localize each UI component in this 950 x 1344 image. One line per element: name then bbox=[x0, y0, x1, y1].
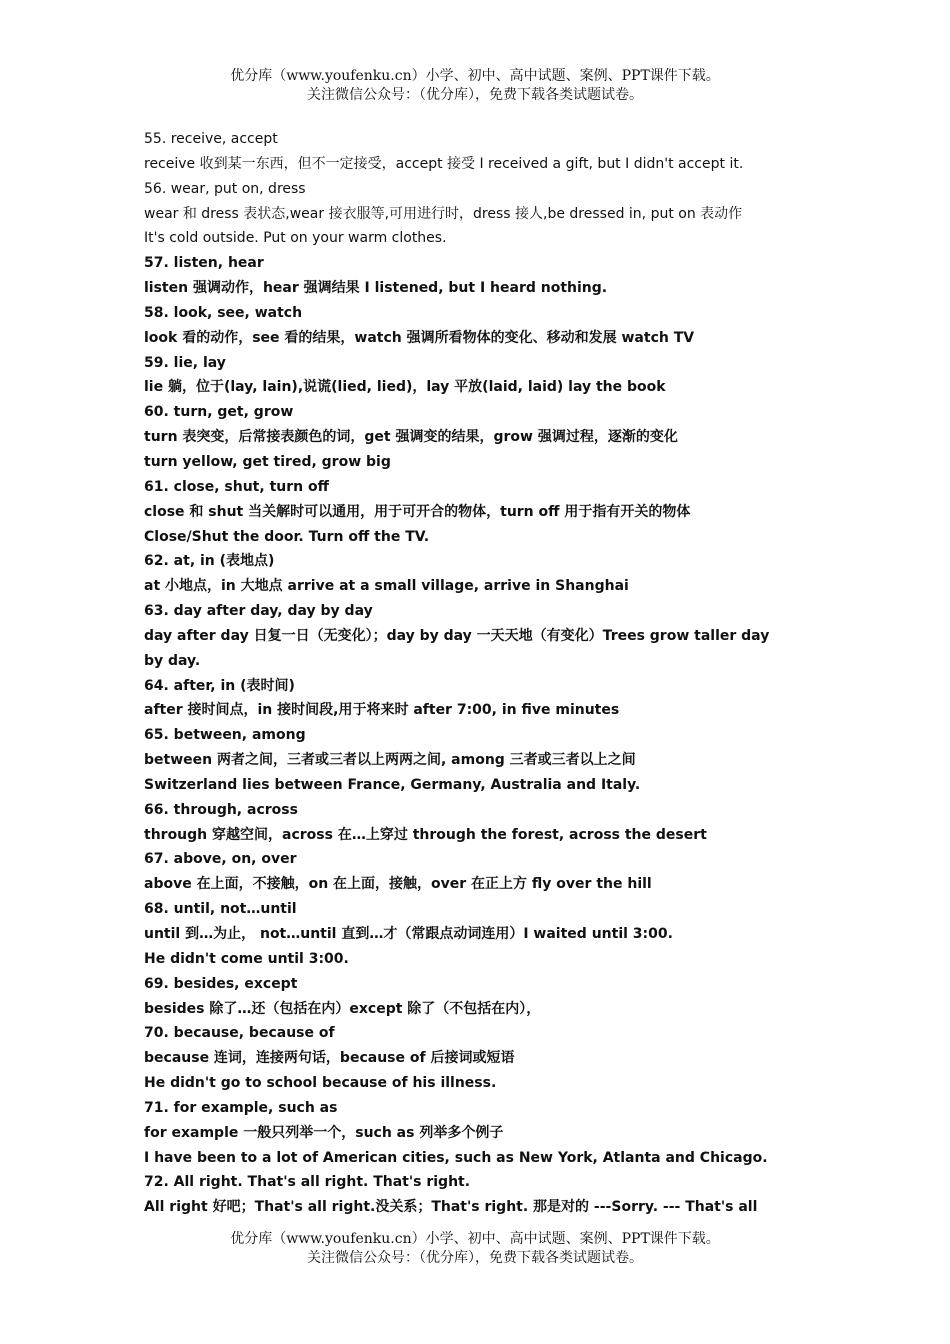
text-line: It's cold outside. Put on your warm clothes. bbox=[144, 230, 447, 247]
text-line: 56. wear, put on, dress bbox=[144, 180, 306, 197]
text-line: He didn't go to school because of his illness. bbox=[144, 1075, 497, 1092]
section-heading: 57. listen, hear bbox=[144, 255, 264, 272]
text-line: All right 好吧；That's all right.没关系；That's right. 那是对的 ---Sorry. --- That's all bbox=[144, 1199, 758, 1216]
section-heading: 69. besides, except bbox=[144, 975, 298, 992]
text-line: besides 除了…还（包括在内）except 除了（不包括在内）， bbox=[144, 1000, 541, 1017]
text-line: Switzerland lies between France, Germany, Australia and Italy. bbox=[144, 776, 641, 793]
text-line: turn 表突变，后常接表颜色的词，get 强调变的结果，grow 强调过程，逐渐的变化 bbox=[144, 429, 678, 446]
section-heading: 72. All right. That's all right. That's right. bbox=[144, 1174, 471, 1191]
text-line: 55. receive, accept bbox=[144, 131, 278, 147]
text-line: listen 强调动作，hear 强调结果 I listened, but I heard nothing. bbox=[144, 280, 608, 297]
header-line-2: 关注微信公众号：（优分库），免费下载各类试题试卷。 bbox=[307, 87, 643, 103]
section-heading: 63. day after day, day by day bbox=[144, 603, 373, 620]
page-footer bbox=[0, 1230, 950, 1268]
text-line: lie 躺，位于(lay, lain),说谎(lied, lied)，lay 平放(laid, laid) lay the book bbox=[144, 379, 666, 396]
text-line: day after day 日复一日（无变化）；day by day 一天天地（有变化）Trees grow taller day bbox=[144, 627, 770, 644]
text-line: look 看的动作，see 看的结果，watch 强调所看物体的变化、移动和发展 watch TV bbox=[144, 329, 695, 346]
text-line: because 连词，连接两句话，because of 后接词或短语 bbox=[144, 1050, 515, 1067]
section-heading: 71. for example, such as bbox=[144, 1099, 338, 1116]
footer-line-2: 关注微信公众号：（优分库），免费下载各类试题试卷。 bbox=[307, 1250, 643, 1266]
text-line: until 到…为止， not…until 直到…才（常跟点动词连用）I waited until 3:00. bbox=[144, 926, 673, 942]
section-heading: 60. turn, get, grow bbox=[144, 404, 294, 421]
footer-line-1: 优分库（www.youfenku.cn）小学、初中、高中试题、案例、PPT课件下载。 bbox=[230, 1231, 720, 1247]
document-body bbox=[144, 127, 824, 1220]
text-line: for example 一般只列举一个，such as 列举多个例子 bbox=[144, 1124, 504, 1141]
text-line: receive 收到某一东西，但不一定接受，accept 接受 I received a gift, but I didn't accept it. bbox=[144, 155, 744, 172]
section-heading: 67. above, on, over bbox=[144, 851, 297, 868]
section-heading: 62. at, in (表地点) bbox=[144, 553, 275, 570]
section-heading: 68. until, not…until bbox=[144, 901, 297, 918]
text-line: by day. bbox=[144, 652, 201, 669]
text-line: at 小地点，in 大地点 arrive at a small village, arrive in Shanghai bbox=[144, 578, 629, 595]
section-heading: 64. after, in (表时间) bbox=[144, 677, 295, 694]
text-line: turn yellow, get tired, grow big bbox=[144, 453, 391, 470]
text-line: close 和 shut 当关解时可以通用，用于可开合的物体，turn off 用于指有开关的物体 bbox=[144, 503, 691, 520]
text-line: after 接时间点，in 接时间段,用于将来时 after 7:00, in five minutes bbox=[144, 702, 620, 719]
text-line: He didn't come until 3:00. bbox=[144, 950, 349, 967]
section-heading: 59. lie, lay bbox=[144, 354, 226, 371]
section-heading: 61. close, shut, turn off bbox=[144, 478, 329, 495]
text-line: through 穿越空间，across 在…上穿过 through the forest, across the desert bbox=[144, 826, 707, 843]
section-heading: 70. because, because of bbox=[144, 1025, 335, 1042]
text-line: above 在上面，不接触，on 在上面，接触，over 在正上方 fly over the hill bbox=[144, 876, 652, 893]
text-line: I have been to a lot of American cities, such as New York, Atlanta and Chicago. bbox=[144, 1149, 768, 1166]
text-line: Close/Shut the door. Turn off the TV. bbox=[144, 528, 430, 545]
page-header bbox=[0, 67, 950, 105]
section-heading: 58. look, see, watch bbox=[144, 304, 303, 321]
section-heading: 65. between, among bbox=[144, 727, 306, 744]
section-heading: 66. through, across bbox=[144, 801, 298, 818]
text-line: wear 和 dress 表状态,wear 接衣服等,可用进行时，dress 接人,be dressed in, put on 表动作 bbox=[144, 205, 743, 222]
text-line: between 两者之间，三者或三者以上两两之间, among 三者或三者以上之间 bbox=[144, 752, 636, 769]
header-line-1: 优分库（www.youfenku.cn）小学、初中、高中试题、案例、PPT课件下载。 bbox=[230, 68, 720, 84]
